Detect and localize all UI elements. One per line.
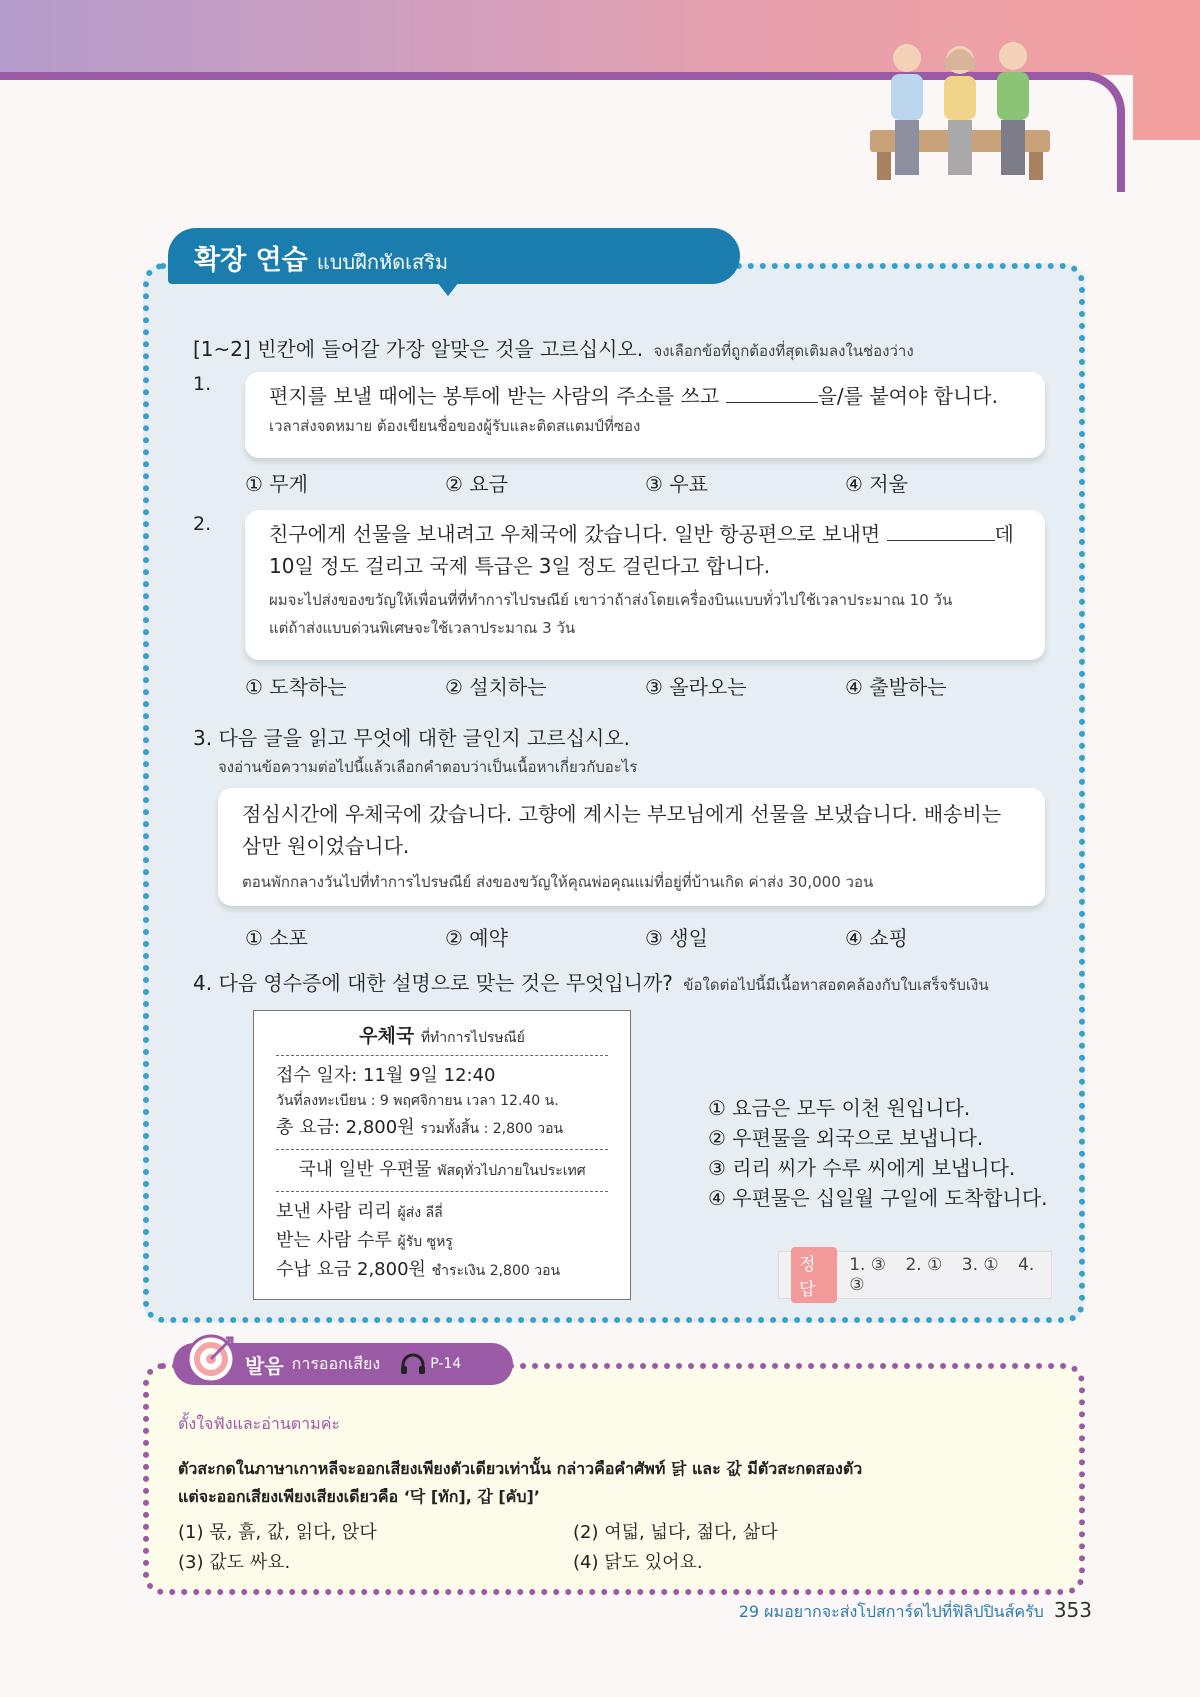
q2-option-2[interactable]: ② 설치하는 (445, 675, 547, 699)
pronunciation-title: 발음 (245, 1353, 284, 1378)
receipt-receiver-ko: 받는 사람 수루 (276, 1230, 392, 1251)
page-number: 353 (1053, 1598, 1092, 1622)
q1-number: 1. (193, 373, 212, 395)
q2-option-3[interactable]: ③ 올라오는 (645, 675, 747, 699)
receipt-total-th: รวมทั้งสิ้น : 2,800 วอน (420, 1121, 564, 1137)
q2-text-after: 데 (994, 522, 1014, 546)
answer-value: 4. ③ (849, 1255, 1035, 1295)
receipt-total-ko: 총 요금: 2,800원 (276, 1117, 415, 1138)
q2-text-line1 (269, 518, 1021, 550)
q3-heading-th: จงอ่านข้อความต่อไปนี้แล้วเลือกคำตอบว่าเป็นเนื้อหาเกี่ยวกับอะไร (218, 758, 638, 776)
pronunciation-item: (1) 몫, 흙, 값, 읽다, 앉다 (178, 1522, 377, 1543)
pronunciation-items (178, 1518, 873, 1578)
q3-options (245, 922, 1045, 951)
q2-option-4[interactable]: ④ 출발하는 (845, 675, 947, 699)
q1-card (245, 372, 1045, 458)
q3-option-3[interactable]: ③ 생일 (645, 926, 708, 950)
q3-text-line2: 삼만 원이었습니다. (242, 834, 410, 858)
pronunciation-description-line2: แต่จะออกเสียงเพียงเสียงเดียวคือ ‘닥 [ทัก], 갑 [คับ]’ (178, 1487, 540, 1506)
receipt-paid-th: ชำระเงิน 2,800 วอน (431, 1263, 561, 1279)
receipt (253, 1010, 631, 1300)
header-corner (1133, 70, 1200, 140)
q2-card (245, 510, 1045, 660)
receipt-title-ko: 우체국 (359, 1025, 415, 1047)
q4-option-4[interactable]: ④ 우편물은 십일월 구일에 도착합니다. (708, 1186, 1048, 1210)
q2-translation-line2: แต่ถ้าส่งแบบด่วนพิเศษจะใช้เวลาประมาณ 3 วัน (269, 619, 576, 637)
headphones-icon (400, 1353, 426, 1375)
receipt-sender-th: ผู้ส่ง ลีลี่ (397, 1205, 443, 1221)
audio-reference[interactable] (400, 1353, 461, 1375)
q1-option-1[interactable]: ① 무게 (245, 472, 308, 496)
receipt-divider (276, 1191, 608, 1192)
q1-text (269, 380, 1021, 412)
receipt-paid-ko: 수납 요금 2,800원 (276, 1259, 426, 1280)
pronunciation-title-th: การออกเสียง (291, 1353, 381, 1373)
pronunciation-item: (3) 값도 싸요. (178, 1552, 291, 1573)
q1-option-2[interactable]: ② 요금 (445, 472, 508, 496)
q1-option-3[interactable]: ③ 우표 (645, 472, 708, 496)
q4-heading-ko: 4. 다음 영수증에 대한 설명으로 맞는 것은 무엇입니까? (193, 971, 673, 995)
q3-option-1[interactable]: ① 소포 (245, 926, 308, 950)
receipt-title (276, 1021, 608, 1049)
q4-options (708, 1093, 1048, 1213)
q4-option-1[interactable]: ① 요금은 모두 이천 원입니다. (708, 1096, 971, 1120)
receipt-divider (276, 1055, 608, 1056)
pronunciation-instruction: ตั้งใจฟังและอ่านตามค่ะ (178, 1414, 340, 1433)
pronunciation-item: (4) 닭도 있어요. (573, 1552, 703, 1573)
q12-heading (193, 333, 914, 363)
page-footer (739, 1598, 1092, 1625)
q4-option-2[interactable]: ② 우편물을 외국으로 보냅니다. (708, 1126, 984, 1150)
receipt-receiver (276, 1227, 608, 1256)
q1-option-4[interactable]: ④ 저울 (845, 472, 908, 496)
audio-track: P-14 (430, 1356, 462, 1372)
q3-translation: ตอนพักกลางวันไปที่ทำการไปรษณีย์ ส่งของขวัญให้คุณพ่อคุณแม่ที่อยู่ที่บ้านเกิด ค่าส่ง 30,000 วอน (242, 873, 874, 891)
q4-heading (193, 967, 989, 997)
answer-value: 3. ① (961, 1255, 999, 1275)
q1-options (245, 468, 1045, 497)
practice-title-th: แบบฝึกหัดเสริม (316, 250, 449, 274)
people-on-bench-illustration (865, 30, 1055, 190)
q2-text-line2: 10일 정도 걸리고 국제 특급은 3일 정도 걸린다고 합니다. (269, 554, 771, 578)
chapter-title: 29 ผมอยากจะส่งโปสการ์ดไปที่ฟิลิปปินส์ครับ (738, 1602, 1044, 1621)
q2-translation-line1: ผมจะไปส่งของขวัญให้เพื่อนที่ที่ทำการไปรษณีย์ เขาว่าถ้าส่งโดยเครื่องบินแบบทั่วไปใช้เวลาประมาณ 10 วัน (269, 591, 953, 609)
receipt-sender (276, 1198, 608, 1227)
receipt-divider (276, 1149, 608, 1150)
answer-value: 2. ① (905, 1255, 943, 1275)
q3-heading: 3. 다음 글을 읽고 무엇에 대한 글인지 고르십시오. (193, 726, 631, 750)
q3-text-line1: 점심시간에 우체국에 갔습니다. 고향에 계시는 부모님에게 선물을 보냈습니다. 배송비는 (242, 802, 1002, 826)
receipt-sender-ko: 보낸 사람 리리 (276, 1201, 392, 1222)
practice-title: 확장 연습 (194, 245, 308, 276)
receipt-date: 접수 일자: 11월 9일 12:40 (276, 1065, 496, 1086)
q3-option-2[interactable]: ② 예약 (445, 926, 508, 950)
tab-notch (437, 282, 459, 296)
receipt-date-th: วันที่ลงทะเบียน : 9 พฤศจิกายน เวลา 12.40 น. (276, 1093, 559, 1109)
receipt-type-ko: 국내 일반 우편물 (298, 1159, 432, 1180)
header-curve (1050, 72, 1125, 192)
q3-option-4[interactable]: ④ 쇼핑 (845, 926, 908, 950)
q4-heading-th: ข้อใดต่อไปนี้มีเนื้อหาสอดคล้องกับใบเสร็จรับเงิน (683, 976, 989, 994)
receipt-total (276, 1114, 608, 1143)
target-icon (186, 1334, 236, 1384)
receipt-receiver-th: ผู้รับ ซูหรู (397, 1234, 453, 1250)
answer-values (849, 1255, 1051, 1295)
receipt-title-th: ที่ทำการไปรษณีย์ (420, 1030, 525, 1046)
q1-blank (726, 383, 818, 403)
q1-text-after: 을/를 붙여야 합니다. (817, 384, 998, 408)
q2-number: 2. (193, 513, 212, 535)
q4-option-3[interactable]: ③ 리리 씨가 수루 씨에게 보냅니다. (708, 1156, 1016, 1180)
answer-value: 1. ③ (849, 1255, 887, 1275)
q2-text-before: 친구에게 선물을 보내려고 우체국에 갔습니다. 일반 항공편으로 보내면 (269, 522, 887, 546)
pronunciation-description (178, 1455, 862, 1511)
q1-translation: เวลาส่งจดหมาย ต้องเขียนชื่อของผู้รับและติดสแตมป์ที่ซอง (269, 417, 641, 435)
q2-option-1[interactable]: ① 도착하는 (245, 675, 347, 699)
practice-tab (168, 228, 740, 284)
receipt-type (276, 1156, 608, 1185)
receipt-paid (276, 1256, 608, 1285)
receipt-type-th: พัสดุทั่วไปภายในประเทศ (437, 1163, 586, 1179)
answer-label: 정답 (791, 1247, 837, 1303)
q2-options (245, 671, 1045, 700)
q1-text-before: 편지를 보낼 때에는 봉투에 받는 사람의 주소를 쓰고 (269, 384, 726, 408)
q12-heading-ko: [1~2] 빈칸에 들어갈 가장 알맞은 것을 고르십시오. (193, 337, 644, 361)
q12-heading-th: จงเลือกข้อที่ถูกต้องที่สุดเติมลงในช่องว่าง (653, 342, 914, 360)
q3-card (218, 788, 1045, 906)
answer-key (778, 1251, 1052, 1299)
pronunciation-item: (2) 여덟, 넓다, 젊다, 삶다 (573, 1522, 778, 1543)
pronunciation-description-line1: ตัวสะกดในภาษาเกาหลีจะออกเสียงเพียงตัวเดียวเท่านั้น กล่าวคือคำศัพท์ 닭 และ 값 มีตัวสะกดสองตัว (178, 1459, 863, 1478)
q2-blank (887, 521, 995, 541)
